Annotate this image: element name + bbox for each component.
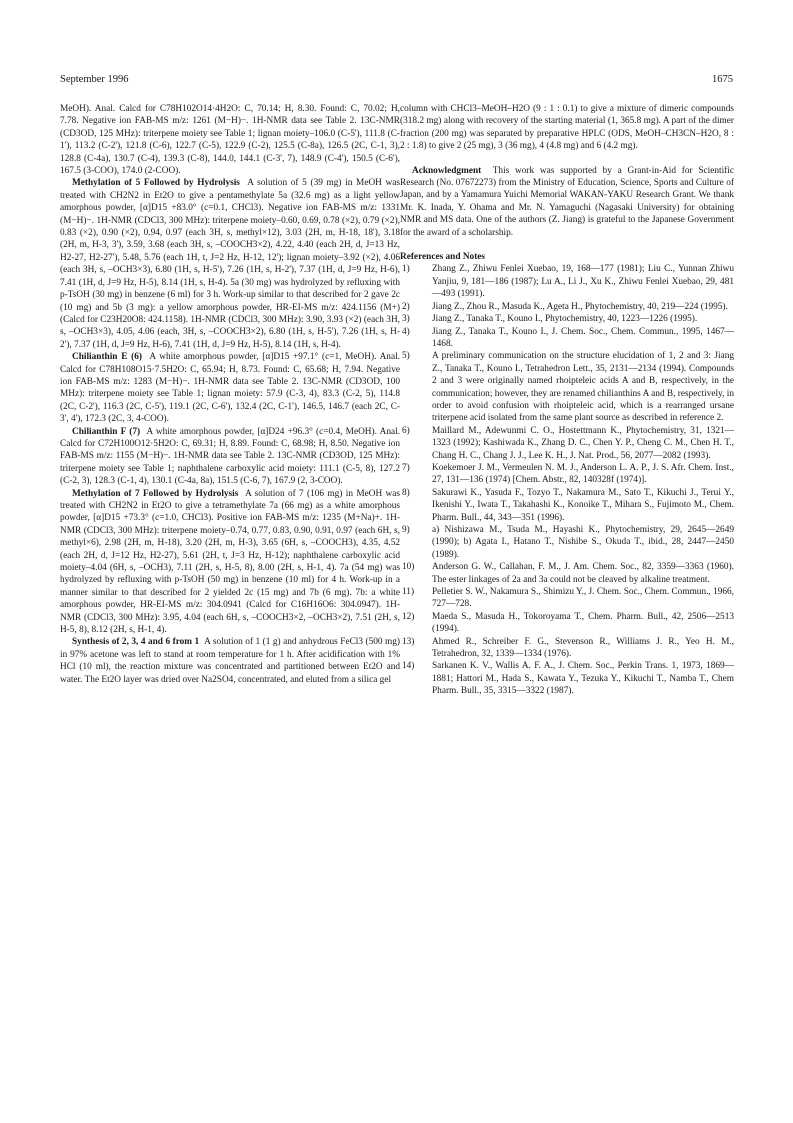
paragraph-body: A white amorphous powder, [α]D15 +97.1° (c=1, MeOH). Anal. Calcd for C78H108O15·7.5H2O: C, 65.94; H, 8.73. Found: C, 65.68; H, 7.94. Negative ion FAB-MS m/z: 1283 (M−H)−. 1H-NMR data see Table 2. 13C-NMR (CD3OD, 100 MHz): triterpene moiety see Table 1; lignan moiety: 57.9 (C-3, 4), 83.3 (C-2, 5), 114.8 (2C, C-2'), 116.3 (2C, C-5'), 119.1 (2C, C-6'), 132.4 (2C, C-1'), 146.5, 146.7 (each 2C, C-3', 4'), 172.3 (2C, 3, 4-COO). <box>60 352 400 425</box>
reference-number: 5) <box>402 351 410 362</box>
reference-item <box>400 524 734 561</box>
reference-number: 9) <box>402 525 410 535</box>
acknowledgment <box>400 165 734 239</box>
section-heading: Methylation of 7 Followed by Hydrolysis <box>72 488 239 499</box>
section-heading: Synthesis of 2, 3, 4 and 6 from 1 <box>72 637 200 648</box>
section-heading: Methylation of 5 Followed by Hydrolysis <box>72 178 240 189</box>
paragraph-compound-data: MeOH). Anal. Calcd for C78H102O14·4H2O: C, 70.14; H, 8.30. Found: C, 70.02; H, 7.78. Negative ion FAB-MS m/z: 1261 (M−H)−. 1H-NMR data see Table 2. 13C-NMR (CD3OD, 125 MHz): triterpene moiety see Table 1; lignan moiety–106.0 (C-5'), 111.8 (C-1'), 113.2 (C-2'), 121.8 (C-6), 122.7 (C-5), 122.9 (C-2), 125.5 (C-8a), 126.5 (2C, C-1, 3), 128.8 (C-4a), 130.7 (C-4), 139.3 (C-8), 144.0, 144.1 (C-3', 7), 148.9 (C-4'), 150.5 (C-6'), 167.5 (3-COO), 174.0 (2-COO). <box>60 104 400 177</box>
reference-item <box>400 301 734 313</box>
reference-number: 3) <box>402 314 410 325</box>
paragraph-chilianthin-f <box>60 426 400 488</box>
paragraph-continued: column with CHCl3–MeOH–H2O (9 : 1 : 0.1) to give a mixture of dimeric compounds (318.2 mg) along with recovery of the starting material (1, 365.8 mg). A part of the dimer fraction (200 mg) was separated by preparative HPLC (ODS, MeOH–CH3CN–H2O, 8 : 2 : 1.8) to give 2 (25 mg), 3 (36 mg), 4 (4.8 mg) and 6 (4.2 mg). <box>400 104 734 152</box>
reference-item <box>400 487 734 524</box>
reference-text: Maeda S., Masuda H., Tokoroyama T., Chem. Pharm. Bull., 42, 2506—2513 (1994). <box>432 611 734 635</box>
reference-item <box>400 425 734 462</box>
paragraph-body: A solution of 1 (1 g) and anhydrous FeCl3 (500 mg) in 97% acetone was left to stand at room temperature for 1 h. After acidification with 1% HCl (10 ml), the reaction mixture was concentrated and partitioned between Et2O and water. The Et2O layer was dried over Na2SO4, concentrated, and eluted from a silica gel <box>60 637 400 685</box>
paragraph-methylation-5 <box>60 177 400 351</box>
paragraph-body: A solution of 5 (39 mg) in MeOH was treated with CH2N2 in Et2O to give a pentamethylate 5a (32.6 mg) as a light yellow amorphous powder, [α]D15 +83.0° (c=0.1, CHCl3). Negative ion FAB-MS m/z: 1331 (M−H)−. 1H-NMR (CDCl3, 300 MHz): triterpene moiety–0.60, 0.69, 0.78 (×2), 0.79 (×2), 0.83 (×2), 0.90 (×2), 0.94, 0.97 (each 3H, s, methyl×12), 3.03 (2H, m, H-18, 18'), 3.18 (2H, m, H-3, 3'), 3.59, 3.68 (each 3H, s, –COOCH3×2), 4.22, 4.40 (each 2H, d, J=13 Hz, H2-27, H2-27'), 5.48, 5.76 (each 1H, t, J=2 Hz, H-12, 12'); lignan moiety–3.92 (×2), 4.06 (each 3H, s, –OCH3×3), 6.80 (1H, s, H-5'), 7.26 (1H, s, H-2'), 7.37 (1H, d, J=9 Hz, H-6), 7.41 (1H, d, J=9 Hz, H-5), 8.14 (1H, s, H-4). 5a (30 mg) was hydrolyzed by refluxing with p-TsOH (30 mg) in benzene (6 ml) for 3 h. Work-up similar to that described for 2 gave 2c (10 mg) and 5b (3 mg): a yellow amorphous powder, HR-EI-MS m/z: 424.1156 (M+) (Calcd for C23H20O8: 424.1158). 1H-NMR (CDCl3, 300 MHz): 3.90, 3.93 (×2) (each 3H, s, –OCH3×3), 4.05, 4.06 (each, 3H, s, –COOCH3×2), 6.80 (1H, s, H-5'), 7.26 (1H, s, H-2'), 7.37 (1H, d, J=9 Hz, H-6), 7.41 (1H, d, J=9 Hz, H-5), 8.14 (1H, s, H-4). <box>60 178 400 350</box>
reference-item <box>400 263 734 300</box>
reference-number: 10) <box>402 562 415 573</box>
paragraph-methylation-7 <box>60 488 400 637</box>
section-heading: Chilianthin F (7) <box>72 426 141 437</box>
reference-text: Koekemoer J. M., Vermeulen N. M. J., Anderson L. A. P., J. S. Afr. Chem. Inst., 27, 131—136 (1974) [Chem. Abstr., 82, 140328f (1974)]. <box>432 462 734 486</box>
reference-item <box>400 586 734 611</box>
reference-number: 7) <box>402 462 410 473</box>
page-number: 1675 <box>712 74 733 85</box>
reference-item <box>400 660 734 697</box>
section-heading: Chilianthin E (6) <box>72 352 142 363</box>
reference-item <box>400 561 734 586</box>
acknowledgment-heading: Acknowledgment <box>412 165 482 176</box>
reference-item <box>400 326 734 351</box>
reference-text: Sakurawi K., Yasuda F., Tozyo T., Nakamura M., Sato T., Kikuchi J., Terui Y., Ikenishi Y., Iwata T., Takahashi K., Konoike T., Mihara S., Fujimoto M., Chem. Pharm. Bull., 44, 343—351 (1996). <box>432 487 734 523</box>
reference-text: A preliminary communication on the structure elucidation of 1, 2 and 3: Jiang Z., Tanaka T., Kouno I., Tetrahedron Lett., 35, 2131—2134 (1994). Compounds 2 and 3 were originally named rhoipteleic acids A and B, respectively, in the communication; however, they are renamed chilianthins A and B, respectively, in order to avoid confusion with rhoipteleic acid, which is a rearranged ursane triterpene acid isolated from the same plant source as described in reference 2. <box>432 351 734 424</box>
reference-text: Jiang Z., Tanaka T., Kouno I., J. Chem. Soc., Chem. Commun., 1995, 1467—1468. <box>432 326 734 349</box>
acknowledgment-text: This work was supported by a Grant-in-Aid for Scientific Research (No. 07672273) from the Ministry of Education, Science, Sports and Culture of Japan, and by a Yamamura Yuichi Memorial WAKAN-YAKU Research Grant. We thank Mr. K. Inada, Y. Ohama and Mr. N. Yamaguchi (Nagasaki University) for obtaining NMR and MS data. One of the authors (Z. Jiang) is grateful to the Japanese Government for the award of a scholarship. <box>400 165 735 238</box>
reference-number: 13) <box>402 636 415 647</box>
paragraph-chilianthin-e <box>60 351 400 425</box>
reference-number: 6) <box>402 425 410 436</box>
reference-item <box>400 636 734 661</box>
reference-item <box>400 313 734 325</box>
running-header-date: September 1996 <box>60 74 129 85</box>
reference-text: Ahmed R., Schreiber F. G., Stevenson R., Williams J. R., Yeo H. M., Tetrahedron, 32, 1339—1334 (1976). <box>432 636 734 660</box>
references-list <box>400 263 734 697</box>
reference-number: 12) <box>402 611 415 622</box>
paragraph-body: A solution of 7 (106 mg) in MeOH was treated with CH2N2 in Et2O to give a tetramethylate 7a (66 mg) as a white amorphous powder, [α]D15 +73.3° (c=1.0, CHCl3). Positive ion FAB-MS m/z: 1235 (M+Na)+. 1H-NMR (CDCl3, 300 MHz): triterpene moiety–0.74, 0.77, 0.83, 0.90, 0.91, 0.97 (each 6H, s, methyl×6), 2.98 (2H, m, H-18), 3.20 (2H, m, H-3), 3.65 (6H, s, –COOCH3), 4.35, 4.52 (each 2H, d, J=12 Hz, H2-27), 5.61 (2H, t, J=3 Hz, H-12); naphthalene carboxylic acid moiety–4.04 (6H, s, –OCH3), 7.11 (2H, s, H-5, 8), 8.00 (2H, s, H-1, 4). 7a (54 mg) was hydrolyzed by refluxing with p-TsOH (50 mg) in benzene (10 ml) for 4 h. Work-up in a manner similar to that described for 2 yielded 2c (15 mg) and 7b (6 mg). 7b: a white amorphous powder, HR-EI-MS m/z: 304.0941 (Calcd for C16H16O6: 304.0947). 1H-NMR (CDCl3, 300 MHz): 3.95, 4.04 (each 6H, s, –COOCH3×2, –OCH3×2), 7.51 (2H, s, H-5, 8), 8.12 (2H, s, H-1, 4). <box>60 488 400 636</box>
paragraph-body: A white amorphous powder, [α]D24 +96.3° (c=0.4, MeOH). Anal. Calcd for C72H100O12·5H2O: C, 69.31; H, 8.89. Found: C, 68.98; H, 8.50. Negative ion FAB-MS m/z: 1155 (M−H)−. 1H-NMR data see Table 2. 13C-NMR (CD3OD, 125 MHz): triterpene moiety see Table 1; naphthalene carboxylic acid moiety: 111.1 (C-5, 8), 127.2 (C-2, 3), 128.3 (C-1, 4), 130.1 (C-4a, 8a), 151.5 (C-6, 7), 167.9 (2, 3-COO). <box>60 426 401 487</box>
reference-item <box>400 462 734 487</box>
reference-text: Pelletier S. W., Nakamura S., Shimizu Y., J. Chem. Soc., Chem. Commun., 1966, 727—728. <box>432 587 734 610</box>
reference-text: Maillard M., Adewunmi C. O., Hostettmann K., Phytochemistry, 31, 1321—1323 (1992); Kashiwada K., Zhang D. C., Chen Y. P., Cheng C. M., Chen H. T., Chang H. C., Chang J. J., Lee K. H., J. Nat. Prod., 56, 2077—2082 (1993). <box>432 425 734 461</box>
reference-text: Jiang Z., Tanaka T., Kouno I., Phytochemistry, 40, 1223—1226 (1995). <box>432 314 698 325</box>
references-heading: References and Notes <box>400 252 486 263</box>
reference-number: 1) <box>402 264 410 275</box>
reference-text: Jiang Z., Zhou R., Masuda K., Ageta H., Phytochemistry, 40, 219—224 (1995). <box>432 301 728 312</box>
reference-number: 14) <box>402 661 415 672</box>
reference-text: a) Nishizawa M., Tsuda M., Hayashi K., Phytochemistry, 29, 2645—2649 (1990); b) Agata I., Hatano T., Nishibe S., Okuda T., ibid., 28, 2447—2450 (1989). <box>432 525 734 560</box>
reference-number: 11) <box>402 587 415 598</box>
reference-text: Zhang Z., Zhiwu Fenlei Xuebao, 19, 168—177 (1981); Liu C., Yunnan Zhiwu Yanjiu, 9, 181—186 (1987); Lu A., Li J., Xu K., Zhiwu Fenlei Xuebao, 29, 481—493 (1991). <box>432 264 734 300</box>
reference-number: 8) <box>402 487 410 498</box>
reference-item <box>400 611 734 636</box>
paragraph-synthesis <box>60 636 400 686</box>
reference-text: Anderson G. W., Callahan, F. M., J. Am. Chem. Soc., 82, 3359—3363 (1960). The ester linkages of 2a and 3a could not be cleaved by alkaline treatment. <box>432 562 734 585</box>
reference-number: 4) <box>402 326 410 337</box>
reference-number: 2) <box>402 301 410 312</box>
left-column <box>60 103 400 686</box>
right-column <box>400 103 734 698</box>
reference-text: Sarkanen K. V., Wallis A. F. A., J. Chem. Soc., Perkin Trans. 1, 1973, 1869—1881; Hattori M., Hada S., Kawata Y., Tezuka Y., Kikuchi T., Namba T., Chem Pharm. Bull., 35, 3315—3322 (1987). <box>432 661 734 697</box>
reference-item <box>400 350 734 424</box>
